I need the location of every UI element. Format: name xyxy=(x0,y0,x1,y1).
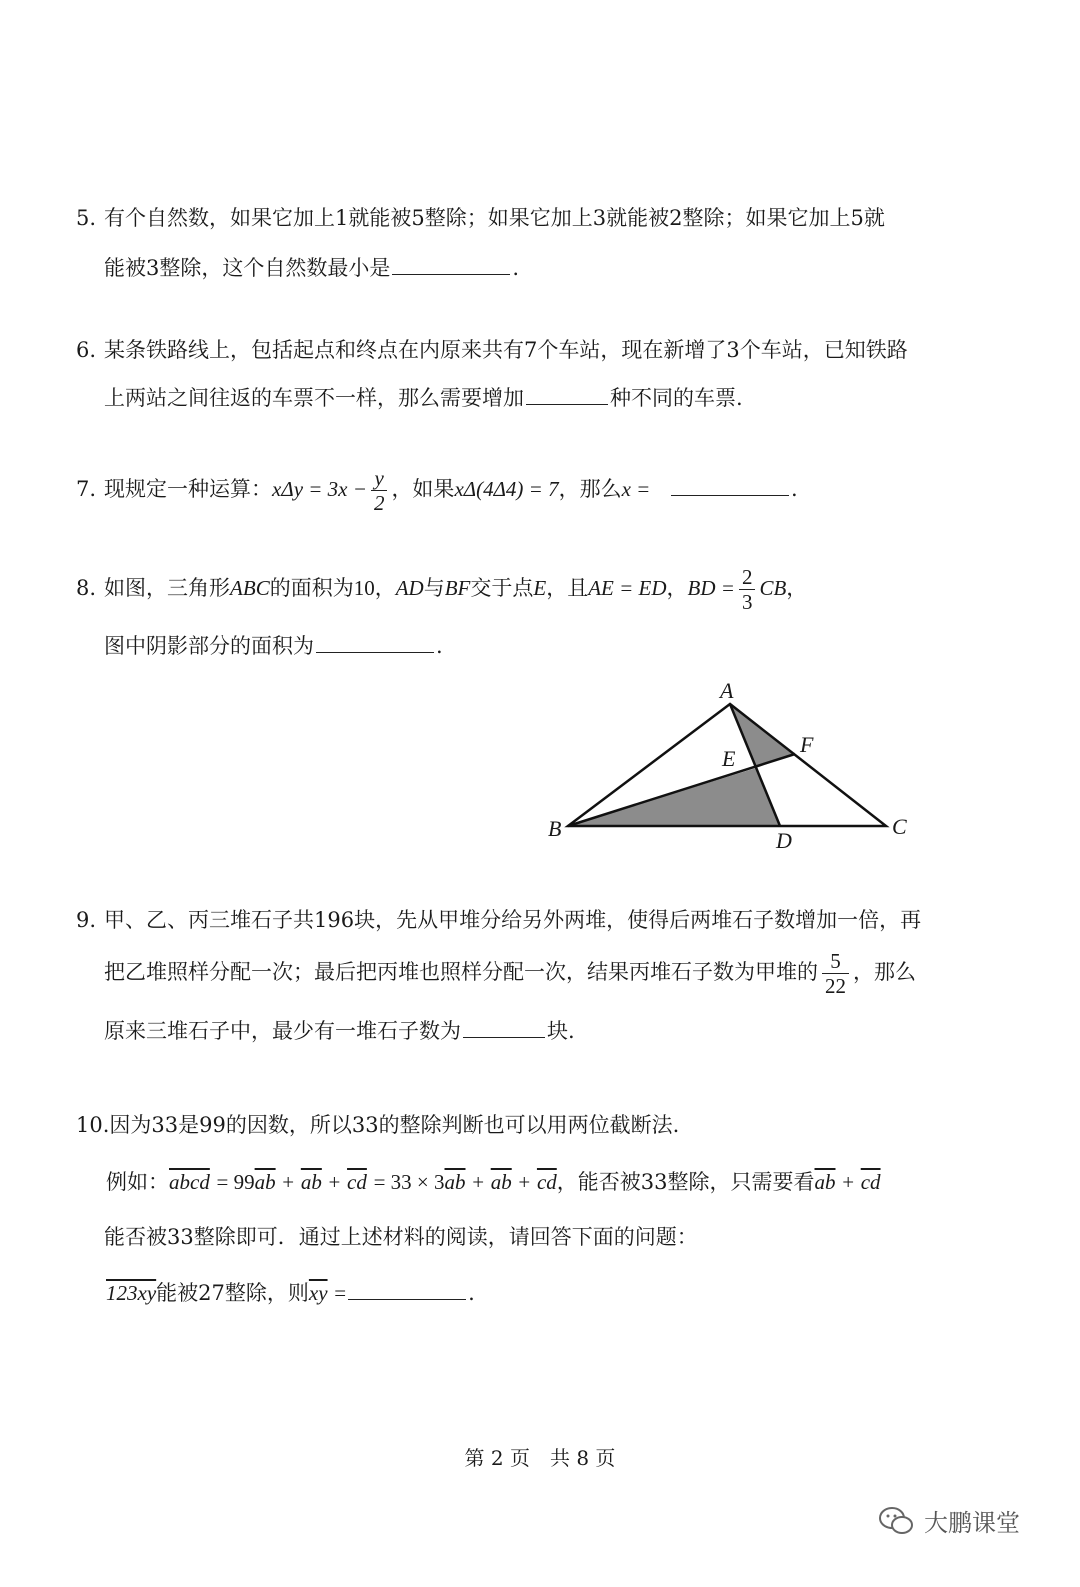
q5-line2 xyxy=(104,252,519,283)
q8-t-c: ， xyxy=(374,576,396,600)
label-a: A xyxy=(720,678,734,703)
q7-intro: 现规定一种运算： xyxy=(104,477,273,501)
label-b: B xyxy=(548,816,562,841)
q10-ab-2: $\overline{ab}$ xyxy=(300,1170,322,1194)
q9-text-1: 甲、乙、丙三堆石子共196块，先从甲堆分给另外两堆，使得后两堆石子数增加一倍，再 xyxy=(104,908,922,932)
q7-expression: xΔy = 3x − xyxy=(272,477,367,501)
q5-period: . xyxy=(512,256,520,280)
q10-ab-4: $\overline{ab}$ xyxy=(490,1170,512,1194)
q9-line3 xyxy=(104,1015,575,1046)
q6-text-2a: 上两站之间往返的车票不一样，那么需要增加 xyxy=(104,386,524,410)
q10-plus-4: + xyxy=(518,1170,531,1194)
q10-line3 xyxy=(104,1222,698,1252)
q8-t-b: 的面积为 xyxy=(269,576,354,600)
q7-fraction xyxy=(371,466,388,515)
label-e: E xyxy=(722,746,736,771)
q8-cb: CB xyxy=(759,576,787,600)
q6-line2 xyxy=(104,382,743,413)
q10-plus-5: + xyxy=(842,1170,855,1194)
q9-text-3b: 块. xyxy=(547,1019,575,1043)
q7-ask: x = xyxy=(621,477,651,501)
q6-text-1: 某条铁路线上，包括起点和终点在内原来共有7个车站，现在新增了3个车站，已知铁路 xyxy=(104,338,908,362)
q7-answer-blank[interactable] xyxy=(671,473,789,496)
q5-answer-blank[interactable] xyxy=(392,252,510,275)
q10-ab-1: $\overline{ab}$ xyxy=(254,1170,276,1194)
q10-ab-3: $\overline{ab}$ xyxy=(444,1170,466,1194)
q8-point-e: E xyxy=(533,576,547,600)
q10-plus-2: + xyxy=(328,1170,341,1194)
watermark xyxy=(878,1503,1020,1538)
q8-fraction xyxy=(739,565,756,614)
q8-ad: AD xyxy=(395,576,424,600)
q8-t-a: 如图，三角形 xyxy=(104,576,231,600)
q9-number: 9. xyxy=(76,908,97,932)
q10-line1 xyxy=(76,1110,679,1140)
q8-t-e: 交于点 xyxy=(470,576,534,600)
label-f: F xyxy=(800,732,814,757)
q8-t-d: 与 xyxy=(423,576,445,600)
q10-text-3: 能否被33整除即可．通过上述材料的阅读，请回答下面的问题： xyxy=(104,1225,698,1249)
q7-line xyxy=(76,462,798,516)
q8-triangle-figure xyxy=(540,672,920,862)
page-footer: 第 2 页 共 8 页 xyxy=(464,1446,616,1470)
q8-abc: ABC xyxy=(230,576,270,600)
q9-text-2a: 把乙堆照样分配一次；最后把丙堆也照样分配一次，结果丙堆石子数为甲堆的 xyxy=(104,960,818,984)
q10-line4 xyxy=(106,1277,475,1308)
q10-line2 xyxy=(106,1167,881,1197)
q8-ae-ed: AE = ED xyxy=(588,576,667,600)
q5-number: 5. xyxy=(76,206,97,230)
q7-number: 7. xyxy=(76,477,97,501)
q9-frac-num: 5 xyxy=(822,949,849,974)
q10-number: 10. xyxy=(76,1113,110,1137)
q10-answer-blank[interactable] xyxy=(348,1277,466,1300)
q8-t-h: ， xyxy=(786,576,808,600)
q6-text-2b: 种不同的车票. xyxy=(610,386,743,410)
q10-text-4: 能被27整除，则 xyxy=(156,1281,309,1305)
label-d: D xyxy=(776,828,792,853)
q8-bd: BD = xyxy=(687,576,735,600)
q10-text-1: 因为33是99的因数，所以33的整除判断也可以用两位截断法. xyxy=(109,1113,680,1137)
q6-line1 xyxy=(76,335,908,365)
q7-then: ，那么 xyxy=(558,477,622,501)
q10-eq2: = 33 × 3 xyxy=(373,1170,445,1194)
q8-text-2: 图中阴影部分的面积为 xyxy=(104,634,314,658)
q8-number: 8. xyxy=(76,576,97,600)
wechat-icon xyxy=(878,1506,914,1536)
q7-frac-num: y xyxy=(371,466,388,491)
q8-answer-blank[interactable] xyxy=(316,630,434,653)
q5-text-1: 有个自然数，如果它加上1就能被5整除；如果它加上3就能被2整除；如果它加上5就 xyxy=(104,206,885,230)
q6-answer-blank[interactable] xyxy=(526,382,608,405)
q9-text-3a: 原来三堆石子中，最少有一堆石子数为 xyxy=(104,1019,461,1043)
q10-cd-1: $\overline{cd}$ xyxy=(347,1170,367,1194)
q7-mid: ，如果 xyxy=(391,477,455,501)
q10-plus-3: + xyxy=(472,1170,485,1194)
q5-text-2: 能被3整除，这个自然数最小是 xyxy=(104,256,391,280)
label-c: C xyxy=(892,814,907,839)
q9-answer-blank[interactable] xyxy=(463,1015,545,1038)
q9-line1 xyxy=(76,905,921,935)
q8-area: 10 xyxy=(353,576,375,600)
q10-five-digit: 123xy xyxy=(106,1281,157,1305)
q10-abcd: abcd xyxy=(169,1170,210,1194)
q7-period: . xyxy=(791,477,798,501)
q9-line2 xyxy=(104,944,916,1000)
q10-period: . xyxy=(468,1281,475,1305)
q10-text-2: ，能否被33整除，只需要看 xyxy=(556,1170,815,1194)
q8-t-g: ， xyxy=(666,576,688,600)
q8-frac-den: 3 xyxy=(741,590,753,614)
q8-line1 xyxy=(76,561,807,615)
q10-cd-3: $\overline{cd}$ xyxy=(860,1170,881,1194)
q8-line2 xyxy=(104,630,443,661)
q8-frac-num: 2 xyxy=(739,565,756,590)
q9-fraction xyxy=(822,949,849,998)
q7-frac-den: 2 xyxy=(373,491,385,515)
q10-example-label: 例如： xyxy=(106,1170,169,1194)
shaded-region-bed xyxy=(568,768,780,826)
q10-ab-5: $\overline{ab}$ xyxy=(814,1170,836,1194)
q9-frac-den: 22 xyxy=(825,974,846,998)
q9-text-2b: ，那么 xyxy=(853,960,916,984)
q8-period: . xyxy=(436,634,443,658)
watermark-text: 大鹏课堂 xyxy=(924,1509,1020,1537)
q8-t-f: ，且 xyxy=(546,576,589,600)
q7-condition: xΔ(4Δ4) = 7 xyxy=(454,477,559,501)
q10-eq1: = 99 xyxy=(216,1170,255,1194)
q6-number: 6. xyxy=(76,338,97,362)
q5-line1 xyxy=(76,203,885,233)
q10-xy: $\overline{xy}$ xyxy=(308,1281,328,1305)
q8-bf: BF xyxy=(444,576,471,600)
q10-cd-2: $\overline{cd}$ xyxy=(536,1170,557,1194)
q10-eq: = xyxy=(334,1281,347,1305)
q10-plus-1: + xyxy=(282,1170,295,1194)
